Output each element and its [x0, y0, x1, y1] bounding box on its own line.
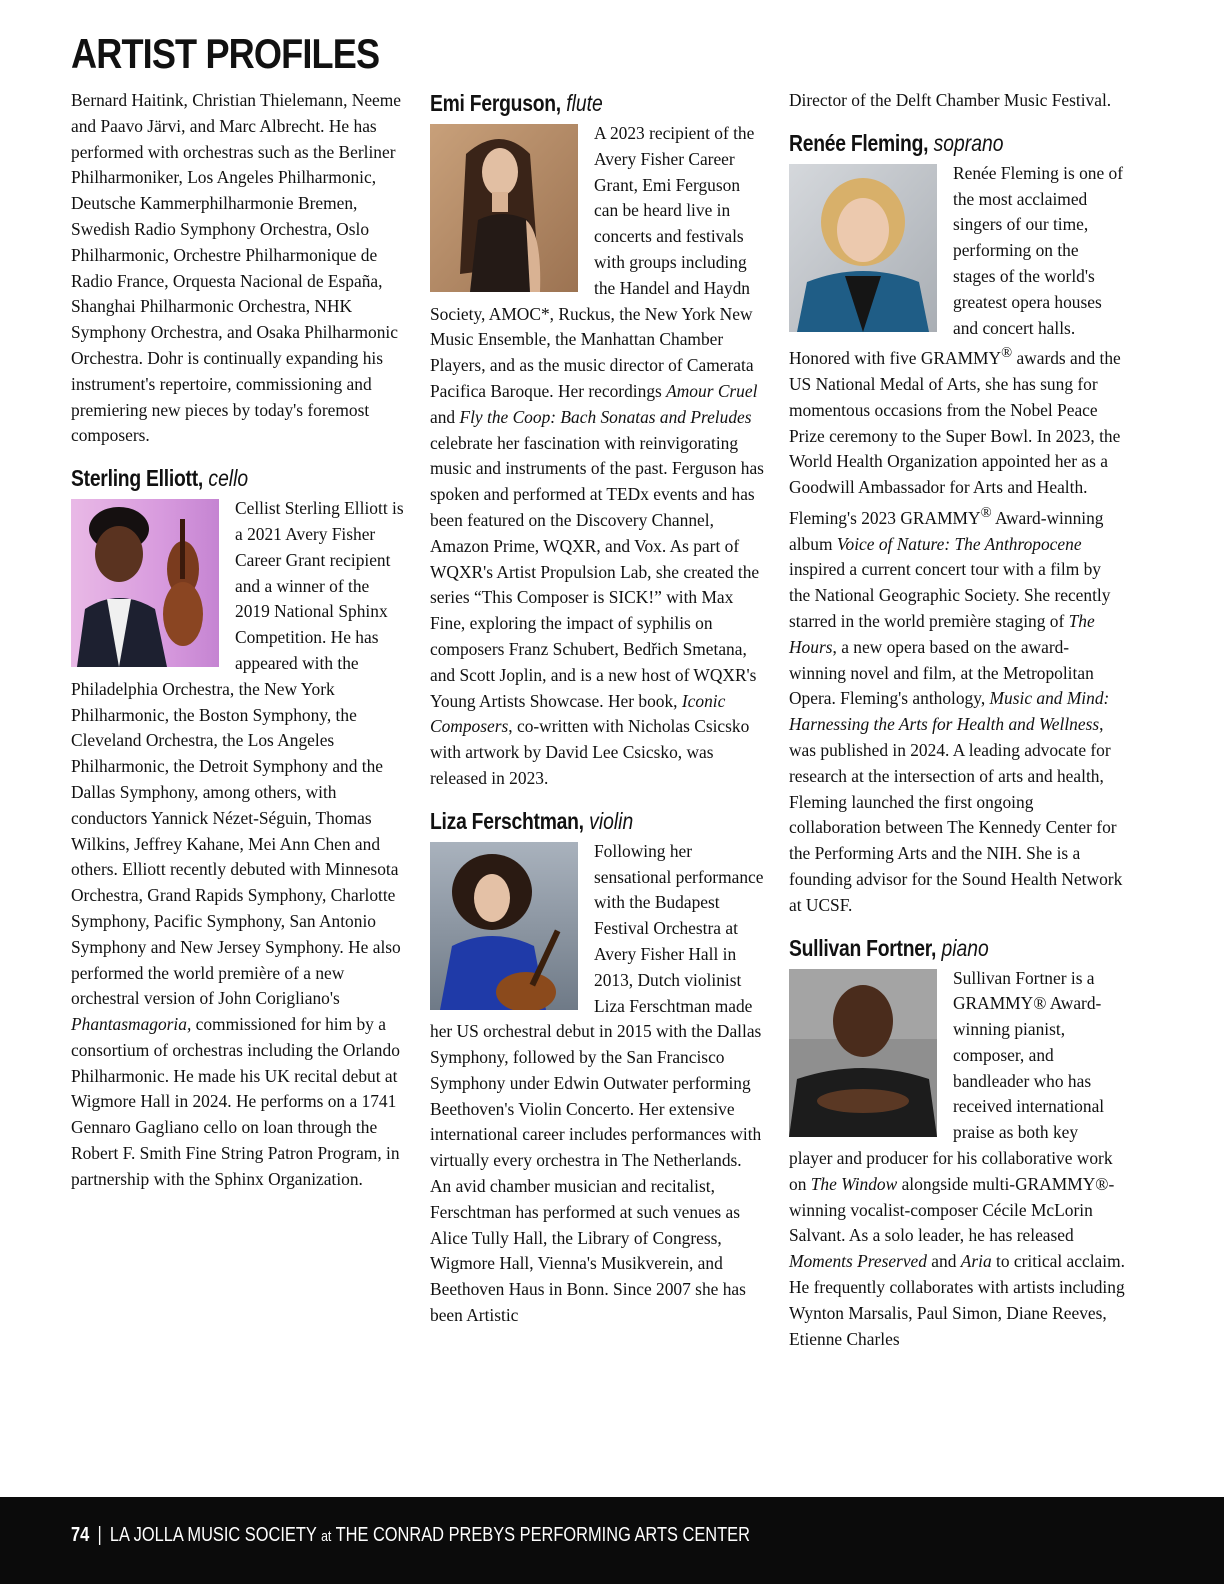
work-title: Amour Cruel: [666, 380, 758, 401]
artist-heading: [430, 88, 712, 118]
bio-text: Bernard Haitink, Christian Thielemann, Neeme and Paavo Järvi, and Marc Albrecht. He has performed with orchestras such as the Berliner Philharmoniker, Los Angeles Philharmonic, Deutsche Kammerphilharmonie Bremen, Swedish Radio Symphony Orchestra, Oslo Philharmonic, Orchestre Philharmonique de Radio France, Orquesta Nacional de España, Shanghai Philharmonic Orchestra, NHK Symphony Orchestra, and Osaka Philharmonic Orchestra. Dohr is continually expanding his instrument's repertoire, commissioning and premiering new pieces by today's foremost composers.: [71, 90, 402, 446]
work-title: Moments Preserved: [789, 1251, 927, 1272]
registered-mark: ®: [980, 504, 992, 521]
footer-separator: |: [97, 1524, 102, 1546]
artist-heading: [789, 933, 1071, 963]
profile-emi-ferguson: [430, 88, 766, 792]
work-title: Iconic Composers: [430, 690, 726, 737]
artist-name: Sullivan Fortner,: [789, 934, 937, 961]
artist-heading: [71, 463, 353, 493]
work-title: The Window: [810, 1173, 898, 1194]
footer-text: [71, 1521, 750, 1551]
bio-text: Cellist Sterling Elliott is a 2021 Avery Fisher Career Grant recipient and a winner of the 2019 National Sphinx Competition. He has appeared with the Philadelphia Orchestra, the New York Philharmonic, the Boston Symphony, the Cleveland Orchestra, the Los Angeles Philharmonic, the Detroit Symphony and the Dallas Symphony, among others, with conductors Yannick Nézet-Séguin, Thomas Wilkins, Jeffrey Kahane, Mei Ann Chen and others. Elliott recently debuted with Minnesota Orchestra, Grand Rapids Symphony, Charlotte Symphony, Pacific Symphony, San Antonio Symphony and New Jersey Symphony. He also performed the world première of a new orchestral version of John Corigliano's Phantasmagoria, commissioned for him by a consortium of orchestras including the Orlando Philharmonic. He made his UK recital debut at Wigmore Hall in 2024. He performs on a 1741 Gennaro Gagliano cello on loan through the Robert F. Smith Fine String Patron Program, in partnership with the Sphinx Organization.: [71, 498, 404, 1189]
bio-text: Renée Fleming is one of the most acclaimed singers of our time, performing on the stages of the world's greatest opera houses and concert halls. Honored with five GRAMMY® awards and the US National Medal of Arts, she has sung for momentous occasions from the Nobel Peace Prize ceremony to the Super Bowl. In 2023, the World Health Organization appointed her as a Goodwill Ambassador for Arts and Health. Fleming's 2023 GRAMMY® Award-winning album Voice of Nature: The Anthropocene inspired a current concert tour with a film by the National Geographic Society. She recently starred in the world première staging of The Hours, a new opera based on the award-winning novel and film, at the Metropolitan Opera. Fleming's anthology, Music and Mind: Harnessing the Arts for Health and Wellness, was published in 2024. A leading advocate for research at the intersection of arts and health, Fleming launched the first ongoing collaboration between The Kennedy Center for the Performing Arts and the NIH. She is a founding advisor for the Sound Health Network at UCSF.: [789, 162, 1124, 915]
work-title: Aria: [960, 1251, 992, 1272]
bio-text: Following her sensational performance with the Budapest Festival Orchestra at Avery Fisher Hall in 2013, Dutch violinist Liza Ferschtman made her US orchestral debut in 2015 with the Dallas Symphony, followed by the San Francisco Symphony under Edwin Outwater performing Beethoven's Violin Concerto. Her extensive international career includes performances with virtually every orchestra in The Netherlands. An avid chamber musician and recitalist, Ferschtman has performed at such venues as Alice Tully Hall, the Library of Congress, Wigmore Hall, Vienna's Musikverein, and Beethoven Haus in Bonn. Since 2007 she has been Artistic: [430, 840, 764, 1326]
page-title: ARTIST PROFILES: [71, 30, 380, 77]
profile-liza-ferschtman: [430, 806, 766, 1329]
artist-heading: [430, 806, 712, 836]
artist-instrument: cello: [208, 465, 249, 492]
artist-photo-elliott: [71, 499, 219, 667]
profile-renee-fleming: [789, 128, 1125, 919]
registered-mark: ®: [1001, 345, 1013, 362]
artist-instrument: piano: [941, 934, 989, 961]
artist-photo-ferguson: [430, 124, 578, 292]
column-2: [430, 88, 766, 1343]
footer-at: at: [321, 1528, 332, 1545]
work-title: Fly the Coop: Bach Sonatas and Preludes: [459, 406, 752, 427]
artist-instrument: flute: [566, 90, 603, 116]
work-title: The Hours: [789, 610, 1095, 657]
page-footer: [0, 1497, 1224, 1584]
artist-name: Emi Ferguson,: [430, 90, 561, 116]
profile-sullivan-fortner: [789, 933, 1125, 1353]
artist-instrument: violin: [589, 807, 634, 834]
page-number: 74: [71, 1524, 90, 1546]
column-1: [71, 88, 407, 1207]
work-title: Voice of Nature: The Anthropocene: [836, 533, 1082, 554]
work-title: Music and Mind: Harnessing the Arts for Health and Wellness: [789, 688, 1110, 735]
artist-name: Liza Ferschtman,: [430, 807, 584, 834]
org-name: LA JOLLA MUSIC SOCIETY: [109, 1524, 317, 1546]
column-3: [789, 88, 1125, 1366]
bio-text: A 2023 recipient of the Avery Fisher Career Grant, Emi Ferguson can be heard live in concerts and festivals with groups including the Handel and Haydn Society, AMOC*, Ruckus, the New York New Music Ensemble, the Manhattan Chamber Players, and as the music director of Camerata Pacifica Baroque. Her recordings Amour Cruel and Fly the Coop: Bach Sonatas and Preludes celebrate her fascination with reinvigorating music and instruments of the past. Ferguson has spoken and performed at TEDx events and has been featured on the Discovery Channel, Amazon Prime, WQXR, and Vox. As part of WQXR's Artist Propulsion Lab, she created the series “This Composer is SICK!” with Max Fine, exploring the impact of syphilis on composers Franz Schubert, Bedřich Smetana, and Scott Joplin, and is a new host of WQXR's Young Artists Showcase. Her book, Iconic Composers, co-written with Nicholas Csicsko with artwork by David Lee Csicsko, was released in 2023.: [430, 123, 764, 788]
bio-text: Director of the Delft Chamber Music Festival.: [789, 90, 1112, 110]
venue-name: THE CONRAD PREBYS PERFORMING ARTS CENTER: [335, 1524, 750, 1546]
artist-instrument: soprano: [933, 129, 1004, 156]
artist-photo-ferschtman: [430, 842, 578, 1010]
artist-photo-fleming: [789, 164, 937, 332]
artist-name: Sterling Elliott,: [71, 465, 204, 492]
profile-sterling-elliott: [71, 463, 407, 1193]
artist-heading: [789, 128, 1071, 158]
ferschtman-bio-continuation: [789, 88, 1125, 114]
artist-name: Renée Fleming,: [789, 129, 929, 156]
artist-photo-fortner: [789, 969, 937, 1137]
bio-text: Sullivan Fortner is a GRAMMY® Award-winning pianist, composer, and bandleader who has received international praise as both key player and producer for his collaborative work on The Window alongside multi-GRAMMY®-winning vocalist-composer Cécile McLorin Salvant. As a solo leader, he has released Moments Preserved and Aria to critical acclaim. He frequently collaborates with artists including Wynton Marsalis, Paul Simon, Diane Reeves, Etienne Charles: [789, 967, 1125, 1349]
work-title: Phantasmagoria,: [71, 1014, 192, 1035]
dohr-bio-continuation: [71, 88, 407, 449]
